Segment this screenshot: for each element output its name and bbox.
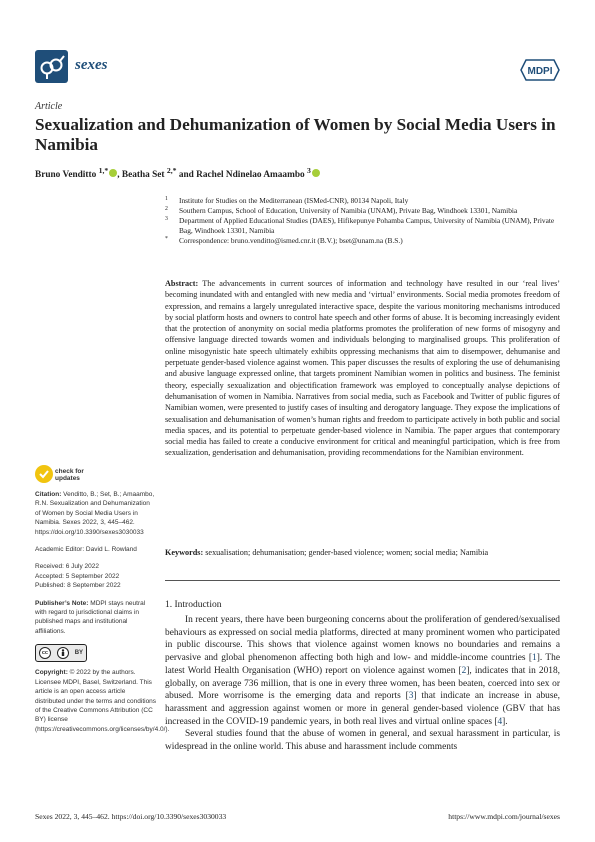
footer-citation[interactable]: Sexes 2022, 3, 445–462. https://doi.org/10.3390/sexes3030033: [35, 812, 227, 821]
author-name[interactable]: Beatha Set: [121, 170, 165, 181]
affiliation-item: [165, 216, 565, 235]
text-run: ]. The latest World Health Organisation (WHO) report on violence against women [: [165, 653, 561, 676]
check-updates-line: check for: [55, 468, 84, 475]
article-type: Article: [35, 101, 63, 112]
footer-journal-url[interactable]: https://www.mdpi.com/journal/sexes: [448, 812, 560, 821]
cc-by-label: BY: [74, 649, 84, 656]
mdpi-logo-icon: [520, 59, 560, 81]
cc-by-license-icon[interactable]: [35, 644, 87, 662]
copyright-label: Copyright:: [35, 669, 68, 677]
author-name[interactable]: Bruno Venditto: [35, 170, 97, 181]
sexes-logo-icon: [35, 50, 68, 83]
keywords-text: sexualisation; dehumanisation; gender-based violence; women; social media; Namibia: [205, 548, 489, 557]
affiliation-text: Southern Campus, School of Education, University of Namibia (UNAM), Private Bag, Windhoek 13301, Namibia: [179, 205, 518, 215]
text-run: ], indicates that in 2018, globally, on average 736 million, that is one in every three women, has been beaten, coerced into sex or abused. More worrisome is the emerging data and reports [: [165, 665, 560, 702]
affiliation-mark: 3: [165, 215, 168, 222]
check-updates-icon: [35, 465, 53, 483]
affiliation-mark: *: [165, 235, 168, 242]
affiliation-item: [165, 196, 565, 206]
citation-link[interactable]: 3: [408, 691, 414, 702]
journal-name: sexes: [75, 57, 108, 73]
affiliation-text: Department of Applied Educational Studies (DAES), Hifikepunye Pohamba Campus, University of Namibia (UNAM), Private Bag, Windhoek 13301, Namibia: [179, 215, 555, 235]
affiliation-text: Institute for Studies on the Mediterranean (ISMed-CNR), 80134 Napoli, Italy: [179, 196, 409, 205]
publisher-note-label: Publisher’s Note:: [35, 599, 89, 607]
paragraph: Several studies found that the abuse of women in general, and sexual harassment in particular, is widespread in the online world. This abuse and harassment include comments: [165, 729, 560, 753]
journal-header: [35, 48, 560, 88]
by-icon: [57, 647, 69, 659]
check-updates-line: updates: [55, 475, 80, 482]
copyright-text: © 2022 by the authors. Licensee MDPI, Basel, Switzerland. This article is an open access article distributed under the terms and conditions of the Creative Commons Attribution (CC BY) license (https://creativecommons.org/licenses/by/4.0/).: [35, 669, 170, 733]
accepted-date: Accepted: 5 September 2022: [35, 572, 120, 580]
keywords: [165, 547, 560, 558]
affiliation-mark: 2: [165, 205, 168, 212]
correspondence-text[interactable]: Correspondence: bruno.venditto@ismed.cnr.it (B.V.); bset@unam.na (B.S.): [179, 235, 403, 245]
affiliation-item: [165, 206, 565, 216]
author-affil-mark: 2,*: [166, 166, 177, 175]
editor-block: Academic Editor: David L. Rowland: [35, 546, 137, 554]
svg-text:MDPI: MDPI: [527, 66, 553, 77]
citation-link[interactable]: 2: [461, 665, 467, 676]
article-title: Sexualization and Dehumanization of Women by Social Media Users in Namibia: [35, 115, 556, 154]
abstract-text: The advancements in current sources of information and technology have resulted in our ‘real lives’ becoming inundated with and entangled with new media and ‘virtual’ environments. Social media promotes freedom of expression, and remains a largely unregulated interactive space, despite the various monitoring mechanisms introduced by social platform hosts and owners to control hate speech and other forms of abuse. It is becoming increasingly evident that the protection of anonymity on social media platforms promotes the proliferation of new forms of misogyny and offensive language directed towards women and individuals belonging to marginalised groups. This proliferation of online misogynistic hate speech ultimately exhibits oppressing mechanisms that aim to disempower, dehumanise and perpetuate gender-based violence against women. This paper discusses the results of exploring the use of dehumanising and abusive language expressed online, that targets prominent Namibian women in politics and business. The feminist theory, especially sexualization and objectification framework was employed to conceptually analyse depictions of dehumanisation of women in Namibia. Narratives from social media, such as Facebook and Twitter of public figures of Namibian women, were presented to justify cases of insulting and derogatory language. They expose the implications of sexualisation and dehumanisation of women’s human rights and freedom to participate actively in both public and social media spaces, and its potential to perpetuate gender-based violence in Namibia. The paper argues that contemporary social media has failed to create a conducive environment for critical and meaningful participation, which is free from sexualization, genderisation and dehumanisation, providing recommendations for the Namibian environment.: [165, 279, 560, 458]
citation-text[interactable]: Venditto, B.; Set, B.; Amaambo, R.N. Sexualization and Dehumanization of Women by Social Media Users in Namibia. Sexes 2022, 3, 445–462. https://doi.org/10.3390/sexes3030033: [35, 491, 155, 536]
keywords-label: Keywords:: [165, 548, 204, 557]
author-name[interactable]: Rachel Ndinelao Amaambo: [196, 170, 305, 181]
check-updates-label: [55, 468, 84, 482]
copyright-block: [35, 668, 170, 734]
citation-block: [35, 490, 157, 537]
affiliation-mark: 1: [165, 196, 168, 202]
orcid-icon[interactable]: [109, 169, 117, 177]
publisher-note: [35, 599, 157, 637]
citation-link[interactable]: 1: [532, 653, 537, 664]
affiliations: [165, 196, 565, 246]
introduction-body: [165, 614, 560, 754]
publisher-note-text: MDPI stays neutral with regard to jurisdictional claims in published maps and institutional affiliations.: [35, 599, 146, 635]
text-run: In recent years, there have been burgeoning concerns about the proliferation of gendered/sexualised behaviours as expressed on social media platforms, directed at many prominent women who participated in public discourse. This shows that violence against women knows no boundaries and remains a pervasive and global phenomenon affecting both high and low- and middle-income countries [: [165, 615, 560, 664]
cc-icon: cc: [39, 647, 51, 659]
text-run: ] that indicate an increase in abuse, harassment and aggression against women or more in general gender-based violence (GBV that has increased in the COVID-19 pandemic years, in both real lives and virtual online spaces [: [165, 691, 560, 727]
citation-label: Citation:: [35, 491, 62, 498]
section-heading: 1. Introduction: [165, 600, 222, 610]
paragraph: [165, 614, 560, 728]
check-for-updates-button[interactable]: [35, 463, 157, 489]
received-date: Received: 6 July 2022: [35, 563, 99, 571]
abstract: [165, 278, 560, 459]
citation-link[interactable]: 4: [497, 716, 503, 727]
author-affil-mark: 3: [306, 166, 311, 175]
published-date: Published: 8 September 2022: [35, 582, 121, 590]
sidebar: [35, 463, 170, 742]
abstract-label: Abstract:: [165, 279, 199, 288]
correspondence: [165, 236, 565, 246]
section-divider: [165, 580, 560, 581]
author-affil-mark: 1,*: [98, 166, 109, 175]
dates-block: [35, 562, 157, 590]
text-run: ].: [502, 716, 508, 727]
orcid-icon[interactable]: [312, 169, 320, 177]
author-list: Bruno Venditto $^{1,*}$ , Beatha Set $^{2,*}$ and Rachel Ndinelao Amaambo $^3$: [35, 166, 320, 180]
